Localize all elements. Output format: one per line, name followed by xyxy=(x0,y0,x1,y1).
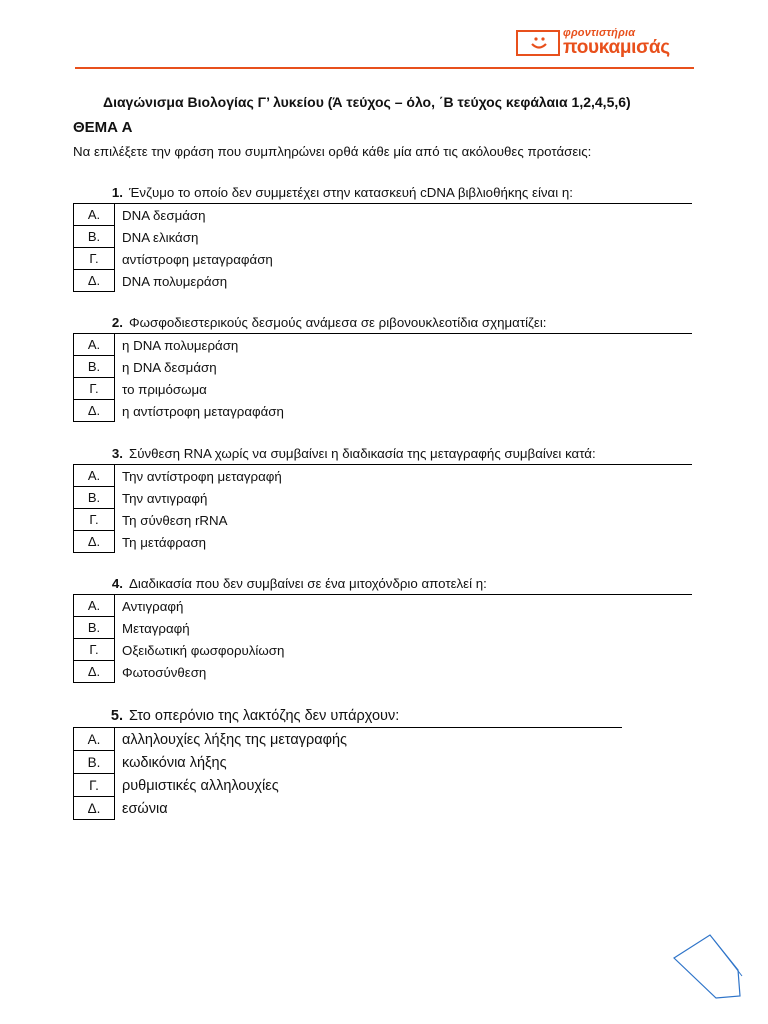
option-a[interactable] xyxy=(73,204,692,226)
question-5 xyxy=(73,708,622,820)
option-letter: Β. xyxy=(73,356,115,378)
option-text: DNA πολυμεράση xyxy=(122,273,228,289)
option-c[interactable] xyxy=(73,774,622,797)
option-d[interactable] xyxy=(73,270,692,292)
question-number: 5. xyxy=(110,708,123,724)
option-text: το πριμόσωμα xyxy=(122,381,207,397)
logo-face-icon xyxy=(516,30,560,56)
logo-line2: πουκαμισάς xyxy=(563,37,670,58)
option-text: ρυθμιστικές αλληλουχίες xyxy=(122,777,279,794)
option-b[interactable] xyxy=(73,487,692,509)
option-text: Οξειδωτική φωσφορυλίωση xyxy=(122,642,285,658)
option-text: η DNA πολυμεράση xyxy=(122,337,239,353)
option-letter: Α. xyxy=(73,595,115,617)
option-d[interactable] xyxy=(73,661,692,683)
option-letter: Β. xyxy=(73,617,115,639)
question-number: 2. xyxy=(111,315,123,330)
option-letter: Α. xyxy=(73,465,115,487)
question-number: 1. xyxy=(111,185,123,200)
option-a[interactable] xyxy=(73,728,622,751)
option-letter: Γ. xyxy=(73,509,115,531)
option-text: Την αντίστροφη μεταγραφή xyxy=(122,468,282,484)
question-text: Ένζυμο το οποίο δεν συμμετέχει στην κατασκευή cDNA βιβλιοθήκης είναι η: xyxy=(129,185,573,200)
option-letter: Γ. xyxy=(73,639,115,661)
option-text: Τη σύνθεση rRNA xyxy=(122,512,228,528)
instructions: Να επιλέξετε την φράση που συμπληρώνει ορθά κάθε μία από τις ακόλουθες προτάσεις: xyxy=(73,144,592,159)
question-number: 3. xyxy=(111,446,123,461)
question-text: Φωσφοδιεστερικούς δεσμούς ανάμεσα σε ριβονουκλεοτίδια σχηματίζει: xyxy=(129,315,547,330)
option-text: αντίστροφη μεταγραφάση xyxy=(122,251,273,267)
option-c[interactable] xyxy=(73,639,692,661)
option-d[interactable] xyxy=(73,400,692,422)
option-text: η αντίστροφη μεταγραφάση xyxy=(122,403,284,419)
option-b[interactable] xyxy=(73,617,692,639)
option-c[interactable] xyxy=(73,509,692,531)
option-letter: Γ. xyxy=(73,248,115,270)
option-text: Αντιγραφή xyxy=(122,598,184,614)
option-text: Τη μετάφραση xyxy=(122,534,207,550)
option-d[interactable] xyxy=(73,531,692,553)
option-letter: Γ. xyxy=(73,378,115,400)
page-corner-pencil-icon xyxy=(672,932,748,1002)
option-a[interactable] xyxy=(73,465,692,487)
brand-logo xyxy=(516,28,670,57)
option-letter: Δ. xyxy=(73,531,115,553)
option-a[interactable] xyxy=(73,595,692,617)
option-b[interactable] xyxy=(73,356,692,378)
option-text: η DNA δεσμάση xyxy=(122,359,217,375)
option-text: Μεταγραφή xyxy=(122,620,190,636)
option-c[interactable] xyxy=(73,378,692,400)
option-text: Την αντιγραφή xyxy=(122,490,208,506)
page-title: Διαγώνισμα Βιολογίας Γ’ λυκείου (Ά τεύχος – όλο, ΄Β τεύχος κεφάλαια 1,2,4,5,6) xyxy=(103,94,631,110)
logo-line1: φροντιστήρια xyxy=(563,27,636,39)
option-b[interactable] xyxy=(73,226,692,248)
question-number: 4. xyxy=(111,576,123,591)
option-text: κωδικόνια λήξης xyxy=(122,754,227,771)
question-text: Διαδικασία που δεν συμβαίνει σε ένα μιτοχόνδριο αποτελεί η: xyxy=(129,576,487,591)
question-text: Σύνθεση RNA χωρίς να συμβαίνει η διαδικασία της μεταγραφής συμβαίνει κατά: xyxy=(129,446,596,461)
option-letter: Β. xyxy=(73,226,115,248)
option-letter: Δ. xyxy=(73,797,115,820)
option-letter: Β. xyxy=(73,487,115,509)
option-b[interactable] xyxy=(73,751,622,774)
question-1 xyxy=(73,185,692,292)
option-c[interactable] xyxy=(73,248,692,270)
question-text: Στο οπερόνιο της λακτόζης δεν υπάρχουν: xyxy=(129,708,400,724)
header-divider xyxy=(75,67,694,69)
option-text: αλληλουχίες λήξης της μεταγραφής xyxy=(122,731,348,748)
option-letter: Α. xyxy=(73,334,115,356)
section-heading: ΘΕΜΑ Α xyxy=(73,119,133,136)
question-3 xyxy=(73,446,692,553)
option-letter: Γ. xyxy=(73,774,115,797)
option-a[interactable] xyxy=(73,334,692,356)
option-letter: Α. xyxy=(73,728,115,751)
question-2 xyxy=(73,315,692,422)
option-letter: Δ. xyxy=(73,270,115,292)
option-letter: Δ. xyxy=(73,400,115,422)
question-4 xyxy=(73,576,692,683)
option-d[interactable] xyxy=(73,797,622,820)
option-letter: Δ. xyxy=(73,661,115,683)
option-letter: Β. xyxy=(73,751,115,774)
option-text: εσώνια xyxy=(122,800,168,817)
option-text: DNA ελικάση xyxy=(122,229,199,245)
option-text: Φωτοσύνθεση xyxy=(122,664,207,680)
option-letter: Α. xyxy=(73,204,115,226)
option-text: DNA δεσμάση xyxy=(122,207,206,223)
